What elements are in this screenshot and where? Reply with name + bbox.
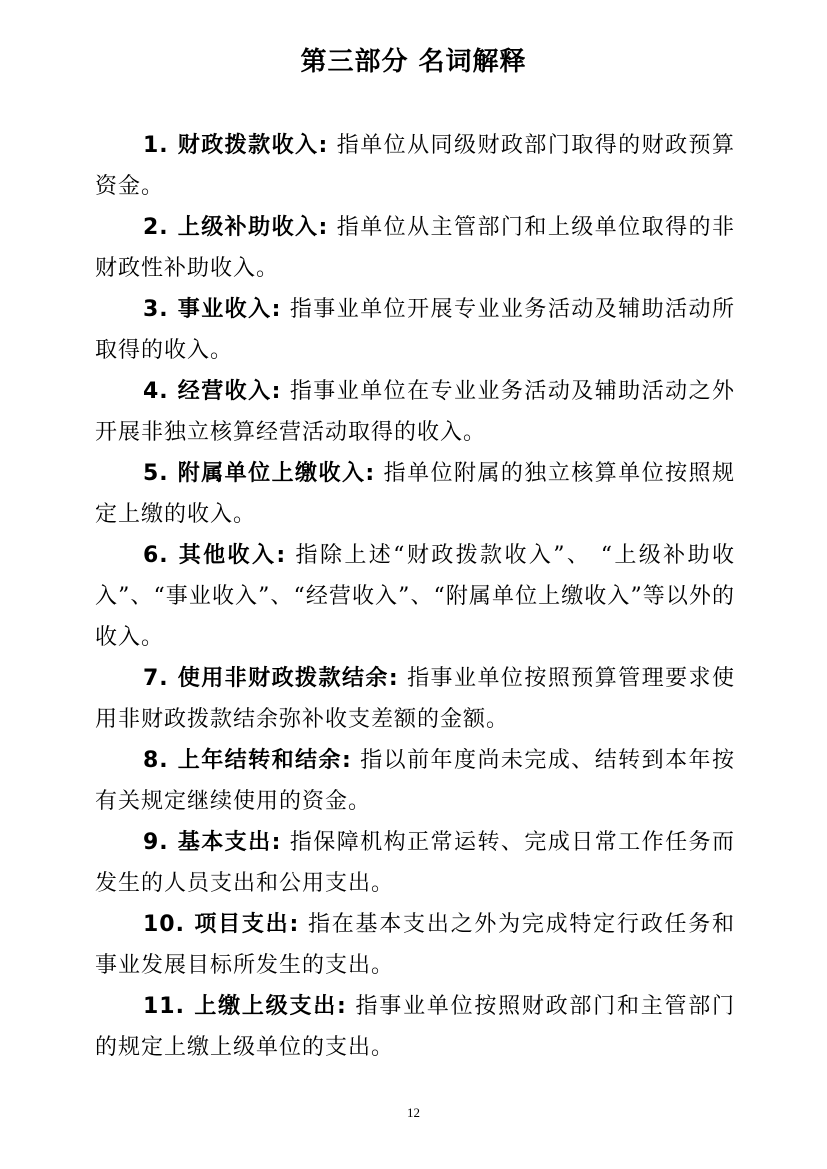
definition-text: 指在基本支出之外为完成特定行政任务和事业发展目标所发生的支出。	[95, 912, 735, 978]
definition-term: 3. 事业收入:	[143, 297, 282, 322]
definition-item	[95, 658, 735, 740]
definition-item	[95, 740, 735, 822]
definition-item	[95, 453, 735, 535]
definition-text: 指事业单位按照财政部门和主管部门的规定上缴上级单位的支出。	[95, 994, 735, 1060]
definition-term: 10. 项目支出:	[143, 912, 300, 937]
definition-item	[95, 125, 735, 207]
definition-term: 5. 附属单位上缴收入:	[143, 461, 376, 486]
definition-term: 8. 上年结转和结余:	[143, 748, 352, 773]
definition-item	[95, 289, 735, 371]
definition-item	[95, 986, 735, 1068]
page-number: 12	[407, 1105, 420, 1120]
definition-item	[95, 207, 735, 289]
definition-text: 指单位从主管部门和上级单位取得的非财政性补助收入。	[95, 215, 735, 281]
definition-term: 9. 基本支出:	[143, 830, 282, 855]
definition-text: 指除上述“财政拨款收入”、 “上级补助收入”、“事业收入”、“经营收入”、“附属单位上缴收入”等以外的收入。	[95, 543, 735, 650]
definition-text: 指保障机构正常运转、完成日常工作任务而发生的人员支出和公用支出。	[95, 830, 735, 896]
definition-text: 指单位附属的独立核算单位按照规定上缴的收入。	[95, 461, 735, 527]
definition-item	[95, 822, 735, 904]
definition-text: 指事业单位开展专业业务活动及辅助活动所取得的收入。	[95, 297, 735, 363]
definition-item	[95, 371, 735, 453]
definition-term: 6. 其他收入:	[143, 543, 287, 568]
page-title: 第三部分 名词解释	[300, 47, 527, 77]
definition-item	[95, 535, 735, 658]
definition-term: 4. 经营收入:	[143, 379, 282, 404]
definition-term: 2. 上级补助收入:	[143, 215, 329, 240]
definition-text: 指以前年度尚未完成、结转到本年按有关规定继续使用的资金。	[95, 748, 735, 814]
definition-item	[95, 904, 735, 986]
definition-term: 1. 财政拨款收入:	[143, 133, 329, 158]
definition-text: 指单位从同级财政部门取得的财政预算资金。	[95, 133, 735, 199]
definition-term: 7. 使用非财政拨款结余:	[143, 666, 399, 691]
definition-term: 11. 上缴上级支出:	[143, 994, 347, 1019]
definitions-list	[95, 125, 735, 1068]
definition-text: 指事业单位在专业业务活动及辅助活动之外开展非独立核算经营活动取得的收入。	[95, 379, 735, 445]
definition-text: 指事业单位按照预算管理要求使用非财政拨款结余弥补收支差额的金额。	[95, 666, 735, 732]
